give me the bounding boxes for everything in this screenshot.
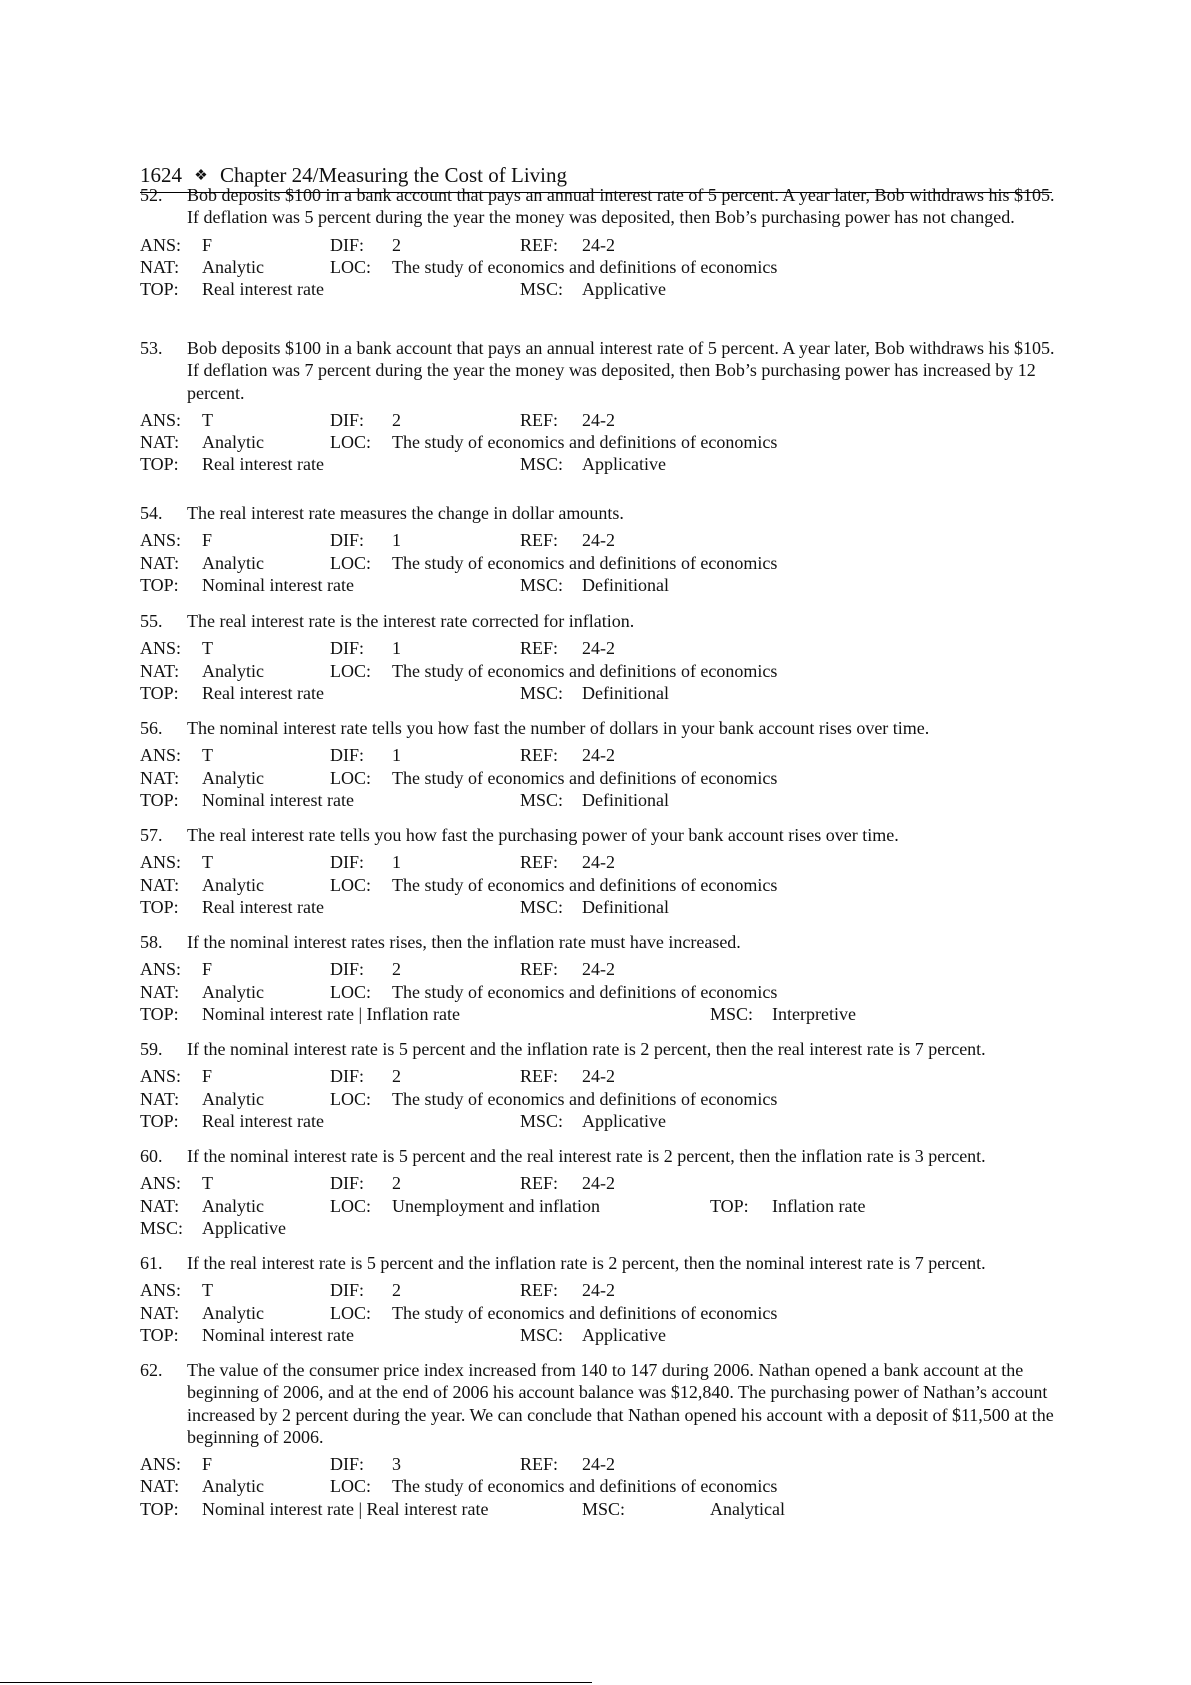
loc-value: The study of economics and definitions of economics <box>392 874 778 895</box>
ornament-icon: ❖ <box>194 168 208 184</box>
top-label: TOP: <box>140 1324 179 1345</box>
difficulty-value: 1 <box>392 745 401 766</box>
top-label: TOP: <box>140 1498 179 1519</box>
reference-value: 24-2 <box>582 1066 615 1087</box>
question-number: 59. <box>140 1039 163 1059</box>
difficulty-value: 2 <box>392 234 401 255</box>
top-value: Nominal interest rate <box>202 574 354 595</box>
msc-label: MSC: <box>710 1003 754 1024</box>
reference-value: 24-2 <box>582 1280 615 1301</box>
question-53 <box>140 337 1055 476</box>
msc-value: Definitional <box>582 896 669 917</box>
answer-value: T <box>202 638 213 659</box>
ref-label: REF: <box>520 745 559 766</box>
page-number: 1624 <box>140 163 182 187</box>
loc-label: LOC: <box>330 256 372 277</box>
loc-value: The study of economics and definitions of economics <box>392 1088 778 1109</box>
ref-label: REF: <box>520 959 559 980</box>
nat-label: NAT: <box>140 1195 180 1216</box>
question-number: 60. <box>140 1146 163 1166</box>
answer-value: F <box>202 1066 213 1087</box>
top-label: TOP: <box>140 279 179 300</box>
dif-label: DIF: <box>330 409 365 430</box>
question-62 <box>140 1359 1055 1520</box>
question-number: 62. <box>140 1360 163 1380</box>
ans-label: ANS: <box>140 1454 182 1475</box>
nat-label: NAT: <box>140 981 180 1002</box>
ref-label: REF: <box>520 1173 559 1194</box>
question-57 <box>140 824 1055 918</box>
answer-value: T <box>202 745 213 766</box>
reference-value: 24-2 <box>582 745 615 766</box>
question-56 <box>140 717 1055 811</box>
msc-value: Applicative <box>582 454 666 475</box>
ans-label: ANS: <box>140 959 182 980</box>
nat-label: NAT: <box>140 1302 180 1323</box>
loc-value: The study of economics and definitions of economics <box>392 1302 778 1323</box>
ans-label: ANS: <box>140 745 182 766</box>
loc-value: Unemployment and inflation <box>392 1195 600 1216</box>
answer-value: F <box>202 530 213 551</box>
answer-value: F <box>202 234 213 255</box>
nat-value: Analytic <box>202 660 264 681</box>
loc-label: LOC: <box>330 874 372 895</box>
top-value: Nominal interest rate | Inflation rate <box>202 1003 461 1024</box>
ref-label: REF: <box>520 1454 559 1475</box>
nat-value: Analytic <box>202 552 264 573</box>
loc-value: The study of economics and definitions of economics <box>392 660 778 681</box>
dif-label: DIF: <box>330 234 365 255</box>
reference-value: 24-2 <box>582 638 615 659</box>
dif-label: DIF: <box>330 1280 365 1301</box>
reference-value: 24-2 <box>582 234 615 255</box>
reference-value: 24-2 <box>582 530 615 551</box>
loc-value: The study of economics and definitions of economics <box>392 432 778 453</box>
answer-value: T <box>202 409 213 430</box>
difficulty-value: 2 <box>392 1173 401 1194</box>
msc-value: Definitional <box>582 574 669 595</box>
msc-label: MSC: <box>520 789 564 810</box>
nat-label: NAT: <box>140 256 180 277</box>
loc-label: LOC: <box>330 767 372 788</box>
question-number: 58. <box>140 932 163 952</box>
msc-label: MSC: <box>520 279 564 300</box>
bottom-rule <box>0 1682 592 1683</box>
loc-label: LOC: <box>330 1195 372 1216</box>
msc-label: MSC: <box>520 574 564 595</box>
msc-label: MSC: <box>520 1324 564 1345</box>
question-55 <box>140 610 1055 704</box>
dif-label: DIF: <box>330 852 365 873</box>
question-54 <box>140 502 1055 596</box>
difficulty-value: 1 <box>392 852 401 873</box>
question-58 <box>140 931 1055 1025</box>
ans-label: ANS: <box>140 1173 182 1194</box>
question-text: The nominal interest rate tells you how fast the number of dollars in your bank account rises over time. <box>187 718 930 738</box>
question-59 <box>140 1038 1055 1132</box>
nat-value: Analytic <box>202 1088 264 1109</box>
msc-label: MSC: <box>140 1217 184 1238</box>
top-value: Nominal interest rate <box>202 789 354 810</box>
nat-label: NAT: <box>140 1088 180 1109</box>
question-60 <box>140 1145 1055 1239</box>
ref-label: REF: <box>520 1280 559 1301</box>
reference-value: 24-2 <box>582 409 615 430</box>
question-number: 56. <box>140 718 163 738</box>
dif-label: DIF: <box>330 1173 365 1194</box>
question-text: Bob deposits $100 in a bank account that pays an annual interest rate of 5 percent. A year later, Bob withdraws his $105. If deflation was 5 percent during the year the money was deposited, then Bob’s purchasing power has not changed. <box>187 185 1055 228</box>
ref-label: REF: <box>520 234 559 255</box>
msc-label: MSC: <box>520 896 564 917</box>
nat-label: NAT: <box>140 767 180 788</box>
question-number: 53. <box>140 338 163 358</box>
loc-value: The study of economics and definitions of economics <box>392 1476 778 1497</box>
difficulty-value: 2 <box>392 1280 401 1301</box>
msc-value: Applicative <box>582 1110 666 1131</box>
question-number: 61. <box>140 1253 163 1273</box>
msc-label: MSC: <box>520 1110 564 1131</box>
top-label: TOP: <box>710 1195 749 1216</box>
question-number: 52. <box>140 185 163 205</box>
nat-label: NAT: <box>140 1476 180 1497</box>
nat-value: Analytic <box>202 874 264 895</box>
nat-value: Analytic <box>202 981 264 1002</box>
top-value: Inflation rate <box>772 1195 866 1216</box>
dif-label: DIF: <box>330 1454 365 1475</box>
top-value: Real interest rate <box>202 896 324 917</box>
msc-label: MSC: <box>582 1498 626 1519</box>
question-number: 55. <box>140 611 163 631</box>
top-value: Real interest rate <box>202 682 324 703</box>
top-label: TOP: <box>140 574 179 595</box>
question-text: Bob deposits $100 in a bank account that pays an annual interest rate of 5 percent. A year later, Bob withdraws his $105. If deflation was 7 percent during the year the money was deposited, then Bob’s purchasing power has increased by 12 percent. <box>187 338 1055 403</box>
loc-value: The study of economics and definitions of economics <box>392 767 778 788</box>
difficulty-value: 1 <box>392 638 401 659</box>
question-text: The real interest rate tells you how fast the purchasing power of your bank account rises over time. <box>187 825 899 845</box>
answer-value: F <box>202 959 213 980</box>
nat-label: NAT: <box>140 432 180 453</box>
chapter-title: Chapter 24/Measuring the Cost of Living <box>219 163 567 187</box>
answer-value: T <box>202 1280 213 1301</box>
loc-label: LOC: <box>330 1476 372 1497</box>
nat-value: Analytic <box>202 1195 264 1216</box>
nat-value: Analytic <box>202 1476 264 1497</box>
loc-value: The study of economics and definitions of economics <box>392 256 778 277</box>
top-label: TOP: <box>140 682 179 703</box>
ref-label: REF: <box>520 852 559 873</box>
nat-label: NAT: <box>140 874 180 895</box>
top-label: TOP: <box>140 896 179 917</box>
loc-value: The study of economics and definitions of economics <box>392 981 778 1002</box>
loc-label: LOC: <box>330 981 372 1002</box>
loc-label: LOC: <box>330 660 372 681</box>
ans-label: ANS: <box>140 638 182 659</box>
top-label: TOP: <box>140 789 179 810</box>
top-label: TOP: <box>140 1003 179 1024</box>
difficulty-value: 2 <box>392 1066 401 1087</box>
top-value: Nominal interest rate <box>202 1324 354 1345</box>
msc-value: Analytical <box>710 1498 785 1519</box>
dif-label: DIF: <box>330 745 365 766</box>
question-text: If the real interest rate is 5 percent and the inflation rate is 2 percent, then the nominal interest rate is 7 percent. <box>187 1253 986 1273</box>
nat-value: Analytic <box>202 767 264 788</box>
top-value: Real interest rate <box>202 279 324 300</box>
reference-value: 24-2 <box>582 852 615 873</box>
difficulty-value: 2 <box>392 959 401 980</box>
question-number: 54. <box>140 503 163 523</box>
answer-value: T <box>202 852 213 873</box>
top-label: TOP: <box>140 1110 179 1131</box>
ans-label: ANS: <box>140 409 182 430</box>
msc-value: Applicative <box>582 1324 666 1345</box>
msc-value: Applicative <box>582 279 666 300</box>
nat-value: Analytic <box>202 432 264 453</box>
difficulty-value: 2 <box>392 409 401 430</box>
msc-label: MSC: <box>520 454 564 475</box>
top-value: Nominal interest rate | Real interest rate <box>202 1498 489 1519</box>
difficulty-value: 3 <box>392 1454 401 1475</box>
answer-value: T <box>202 1173 213 1194</box>
dif-label: DIF: <box>330 1066 365 1087</box>
question-52 <box>140 184 1055 300</box>
loc-label: LOC: <box>330 552 372 573</box>
loc-label: LOC: <box>330 1088 372 1109</box>
nat-label: NAT: <box>140 660 180 681</box>
question-text: If the nominal interest rates rises, then the inflation rate must have increased. <box>187 932 741 952</box>
reference-value: 24-2 <box>582 1454 615 1475</box>
ans-label: ANS: <box>140 1280 182 1301</box>
ans-label: ANS: <box>140 1066 182 1087</box>
loc-label: LOC: <box>330 1302 372 1323</box>
msc-value: Applicative <box>202 1217 286 1238</box>
ref-label: REF: <box>520 530 559 551</box>
question-text: If the nominal interest rate is 5 percent and the real interest rate is 2 percent, then the inflation rate is 3 percent. <box>187 1146 986 1166</box>
msc-label: MSC: <box>520 682 564 703</box>
dif-label: DIF: <box>330 530 365 551</box>
nat-label: NAT: <box>140 552 180 573</box>
ans-label: ANS: <box>140 530 182 551</box>
top-label: TOP: <box>140 454 179 475</box>
question-text: The real interest rate is the interest rate corrected for inflation. <box>187 611 635 631</box>
ref-label: REF: <box>520 1066 559 1087</box>
nat-value: Analytic <box>202 256 264 277</box>
top-value: Real interest rate <box>202 1110 324 1131</box>
question-number: 57. <box>140 825 163 845</box>
msc-value: Interpretive <box>772 1003 856 1024</box>
msc-value: Definitional <box>582 789 669 810</box>
ans-label: ANS: <box>140 852 182 873</box>
reference-value: 24-2 <box>582 1173 615 1194</box>
question-text: The real interest rate measures the change in dollar amounts. <box>187 503 624 523</box>
dif-label: DIF: <box>330 638 365 659</box>
question-61 <box>140 1252 1055 1346</box>
nat-value: Analytic <box>202 1302 264 1323</box>
answer-value: F <box>202 1454 213 1475</box>
question-text: The value of the consumer price index increased from 140 to 147 during 2006. Nathan opened a bank account at the beginning of 2006, and at the end of 2006 his account balance was $12,840. The purchasing power of Nathan’s account increased by 2 percent during the year. We can conclude that Nathan opened his account with a deposit of $11,500 at the beginning of 2006. <box>187 1360 1054 1447</box>
question-text: If the nominal interest rate is 5 percent and the inflation rate is 2 percent, then the real interest rate is 7 percent. <box>187 1039 986 1059</box>
difficulty-value: 1 <box>392 530 401 551</box>
reference-value: 24-2 <box>582 959 615 980</box>
ans-label: ANS: <box>140 234 182 255</box>
loc-label: LOC: <box>330 432 372 453</box>
msc-value: Definitional <box>582 682 669 703</box>
ref-label: REF: <box>520 638 559 659</box>
dif-label: DIF: <box>330 959 365 980</box>
top-value: Real interest rate <box>202 454 324 475</box>
loc-value: The study of economics and definitions of economics <box>392 552 778 573</box>
ref-label: REF: <box>520 409 559 430</box>
